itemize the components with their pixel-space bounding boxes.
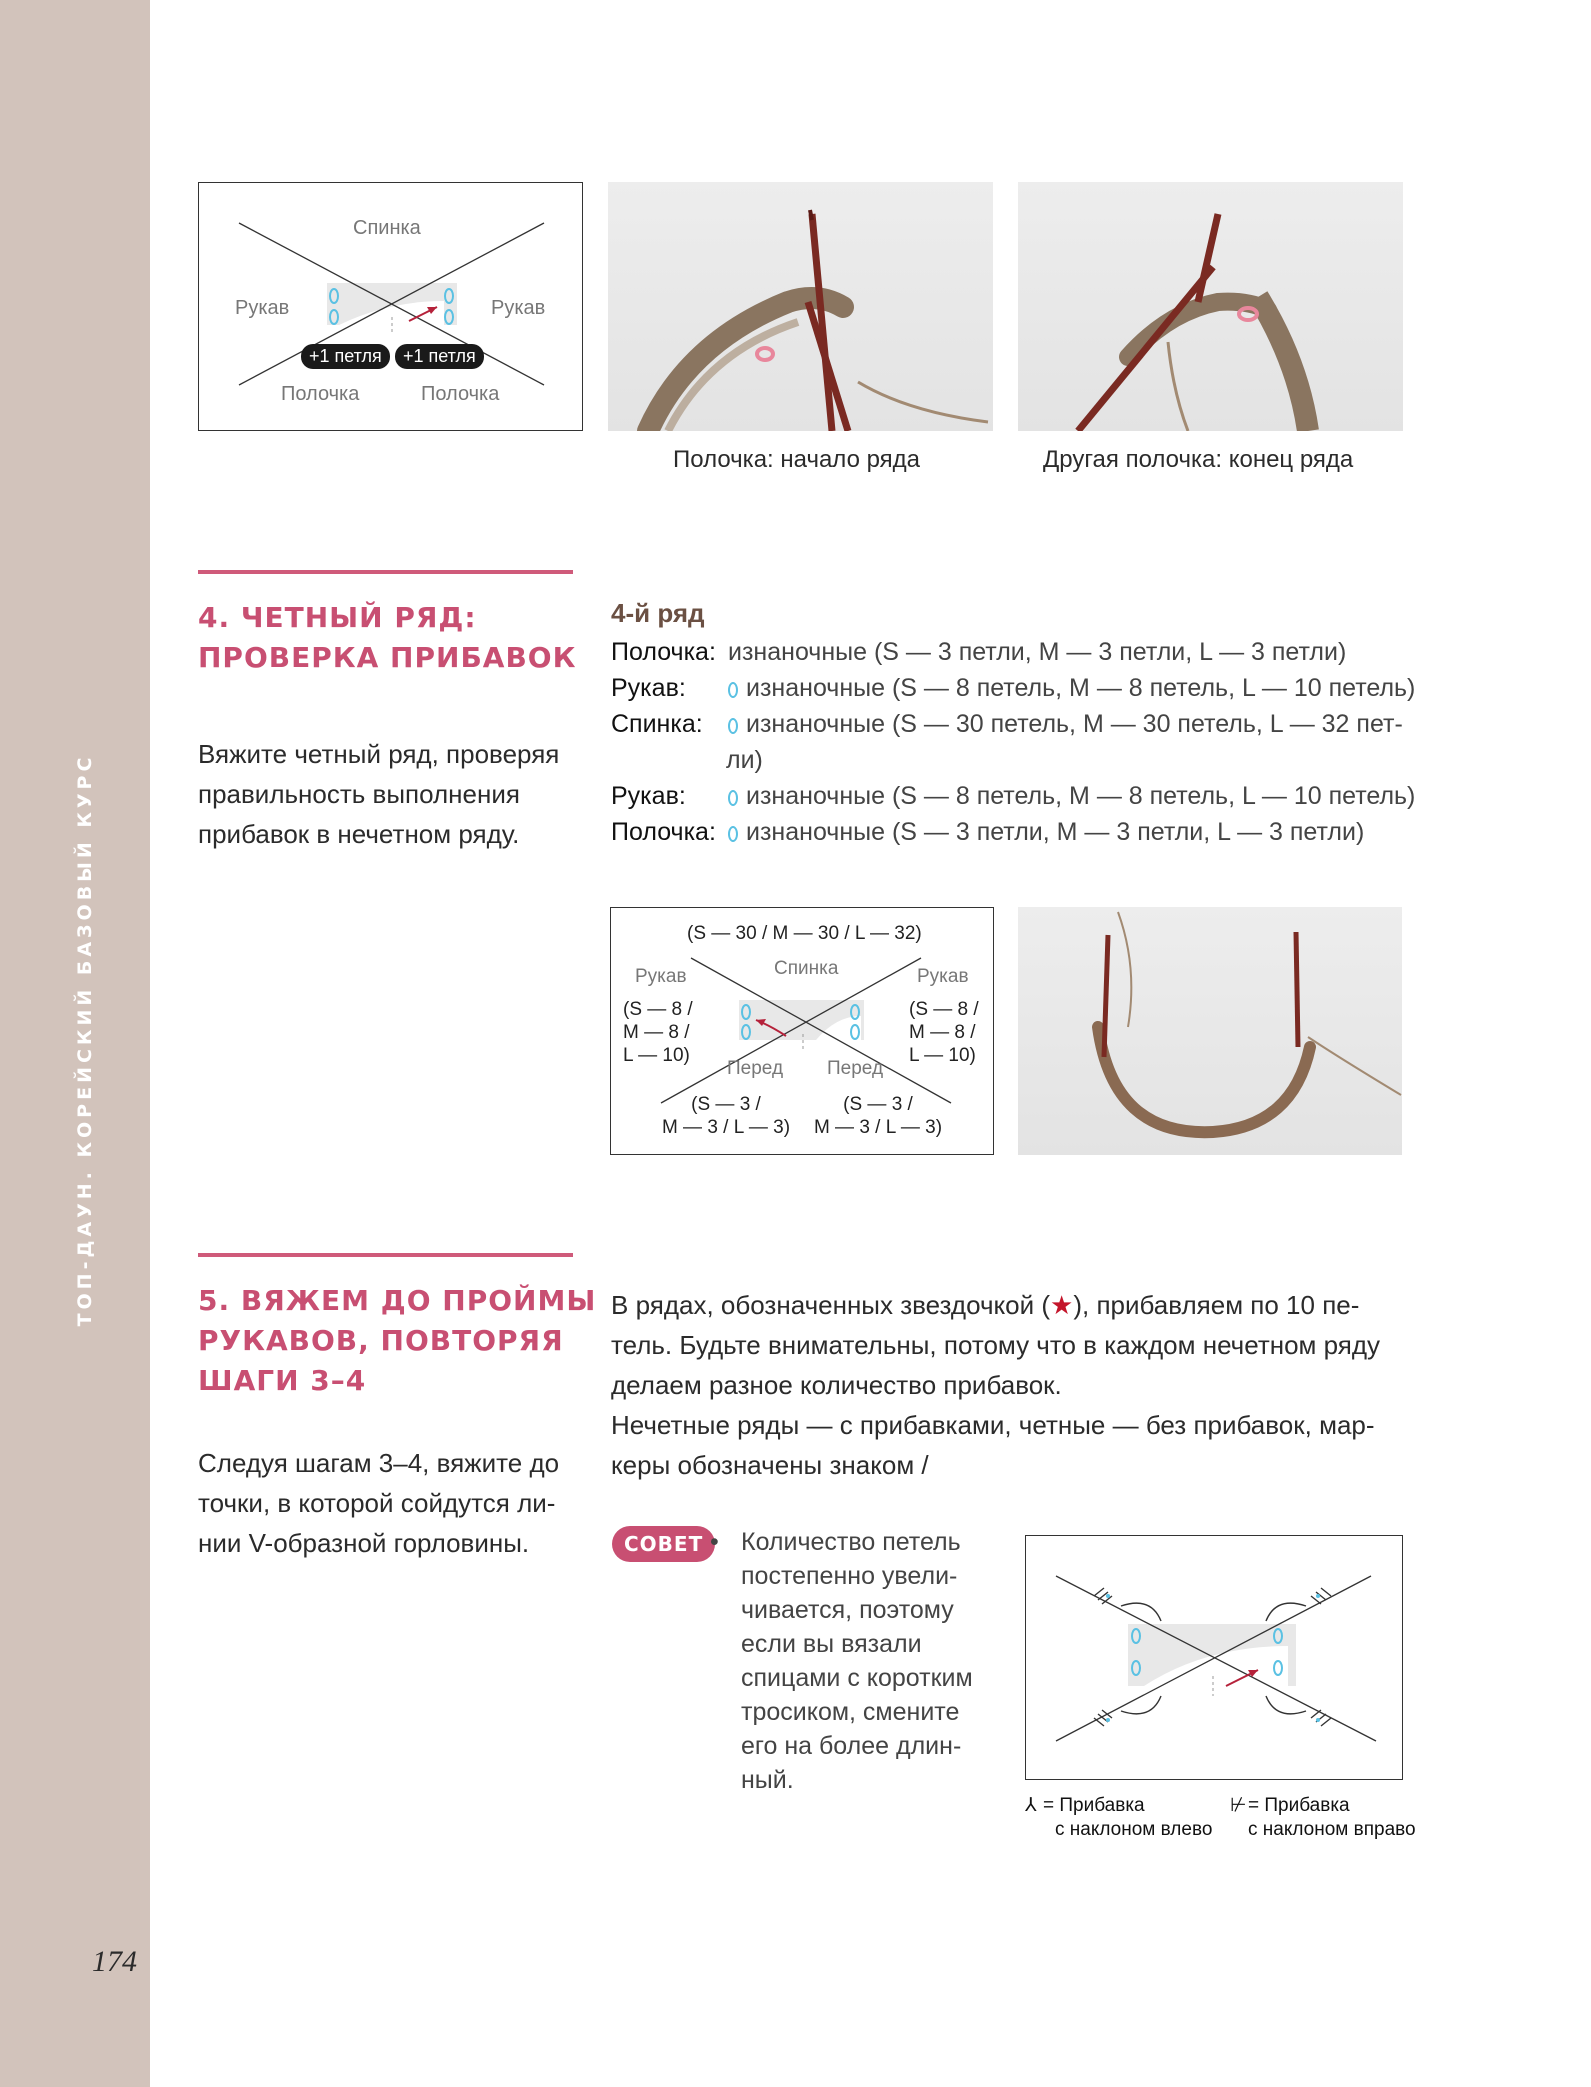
tip-line: спицами с коротким bbox=[741, 1664, 973, 1692]
step4-heading bbox=[198, 598, 576, 678]
step4-heading-line2: ПРОВЕРКА ПРИБАВОК bbox=[198, 641, 577, 674]
diagram-back-counts: (S — 30 / M — 30 / L — 32) bbox=[687, 923, 922, 944]
step5-body-line2: точки, в которой сойдутся ли- bbox=[198, 1488, 556, 1518]
diagram-label-front-left: Полочка bbox=[281, 383, 360, 405]
count-line: (S — 8 / bbox=[909, 999, 979, 1020]
diagram-sleeve-right-counts bbox=[909, 998, 979, 1067]
step5-paragraph bbox=[611, 1285, 1380, 1485]
paragraph-line: делаем разное количество прибавок. bbox=[611, 1370, 1062, 1400]
raglan-diagram-counts bbox=[610, 907, 994, 1155]
marker-icon bbox=[728, 682, 738, 698]
right-slant-increase-icon: ⊬ bbox=[1230, 1795, 1247, 1816]
row-text: изнаночные (S — 3 петли, M — 3 петли, L — 3 петли) bbox=[728, 638, 1347, 666]
step4-heading-line1: 4. ЧЕТНЫЙ РЯД: bbox=[198, 601, 477, 634]
increase-badge-left: +1 петля bbox=[301, 344, 390, 369]
para-text: ), прибавляем по 10 пе- bbox=[1073, 1290, 1360, 1320]
count-line: L — 10) bbox=[909, 1045, 976, 1066]
row-title: 4-й ряд bbox=[611, 598, 705, 628]
step5-body-line3: нии V-образной горловины. bbox=[198, 1528, 530, 1558]
running-title: ТОП-ДАУН. КОРЕЙСКИЙ БАЗОВЫЙ КУРС bbox=[74, 753, 96, 1327]
marker-icon bbox=[728, 826, 738, 842]
row-text: изнаночные (S — 8 петель, M — 8 петель, L — 10 петель) bbox=[746, 782, 1416, 810]
diagram-front-left-counts bbox=[651, 1093, 801, 1139]
tip-line: Количество петель bbox=[741, 1528, 961, 1556]
count-line: (S — 3 / bbox=[691, 1094, 761, 1115]
photo-other-front-end bbox=[1018, 182, 1403, 431]
tip-line: ный. bbox=[741, 1766, 794, 1794]
diagram-sleeve-left-counts bbox=[623, 998, 693, 1067]
diagram-label-front-right: Полочка bbox=[421, 383, 500, 405]
left-slant-increase-icon: ⅄ bbox=[1025, 1795, 1037, 1816]
photo-front-start bbox=[608, 182, 993, 431]
step4-body-line2: правильность выполнения bbox=[198, 779, 520, 809]
row-text: изнаночные (S — 8 петель, M — 8 петель, L — 10 петель) bbox=[746, 674, 1416, 702]
row-label: Полочка: bbox=[611, 818, 716, 846]
step5-heading-line3: ШАГИ 3–4 bbox=[198, 1364, 367, 1397]
legend-text: = Прибавка bbox=[1248, 1795, 1350, 1816]
count-line: M — 8 / bbox=[909, 1022, 976, 1043]
diagram-label-front-left: Перед bbox=[727, 1058, 784, 1079]
step4-body-line3: прибавок в нечетном ряду. bbox=[198, 819, 520, 849]
marker-icon bbox=[728, 718, 738, 734]
tip-line: постепенно увели- bbox=[741, 1562, 958, 1590]
row-label: Полочка: bbox=[611, 638, 716, 666]
legend-text: с наклоном вправо bbox=[1248, 1819, 1416, 1840]
tip-text bbox=[741, 1525, 973, 1797]
step5-heading bbox=[198, 1281, 596, 1401]
tip-line: чивается, поэтому bbox=[741, 1596, 954, 1624]
row-text-continued: ли) bbox=[726, 746, 763, 774]
step5-heading-line1: 5. ВЯЖЕМ ДО ПРОЙМЫ bbox=[198, 1284, 597, 1317]
tip-line: его на более длин- bbox=[741, 1732, 962, 1760]
count-line: (S — 3 / bbox=[843, 1094, 913, 1115]
raglan-diagram-top bbox=[198, 182, 583, 431]
row-label: Рукав: bbox=[611, 674, 686, 702]
diagram-label-sleeve-right: Рукав bbox=[491, 297, 546, 319]
tip-badge: СОВЕТ bbox=[612, 1526, 715, 1562]
tip-line: если вы вязали bbox=[741, 1630, 922, 1658]
legend-right-slant bbox=[1230, 1794, 1416, 1842]
step4-body bbox=[198, 734, 559, 854]
diagram-label-back: Спинка bbox=[774, 958, 839, 979]
section-rule-step5 bbox=[198, 1253, 573, 1257]
photo-circular-knitting bbox=[1018, 907, 1402, 1155]
para-text: В рядах, обозначенных звездочкой ( bbox=[611, 1290, 1051, 1320]
diagram-label-back: Спинка bbox=[353, 217, 421, 239]
paragraph-line: керы обозначены знаком / bbox=[611, 1450, 929, 1480]
row-label: Рукав: bbox=[611, 782, 686, 810]
diagram-label-sleeve-right: Рукав bbox=[917, 966, 969, 987]
step5-body-line1: Следуя шагам 3–4, вяжите до bbox=[198, 1448, 560, 1478]
count-line: L — 10) bbox=[623, 1045, 690, 1066]
marker-icon bbox=[728, 790, 738, 806]
paragraph-line bbox=[611, 1285, 1380, 1325]
legend-text: с наклоном влево bbox=[1055, 1819, 1213, 1840]
tip-bullet: • bbox=[710, 1528, 719, 1556]
count-line: M — 3 / L — 3) bbox=[813, 1117, 943, 1138]
row-text: изнаночные (S — 3 петли, M — 3 петли, L — 3 петли) bbox=[746, 818, 1365, 846]
tip-line: тросиком, смените bbox=[741, 1698, 960, 1726]
step5-heading-line2: РУКАВОВ, ПОВТОРЯЯ bbox=[198, 1324, 564, 1357]
legend-text: = Прибавка bbox=[1043, 1795, 1145, 1816]
diagram-label-front-right: Перед bbox=[827, 1058, 884, 1079]
count-line: M — 3 / L — 3) bbox=[661, 1117, 791, 1138]
section-rule-step4 bbox=[198, 570, 573, 574]
count-line: M — 8 / bbox=[623, 1022, 690, 1043]
paragraph-line: Нечетные ряды — с прибавками, четные — без прибавок, мар- bbox=[611, 1410, 1375, 1440]
step5-body bbox=[198, 1443, 559, 1563]
diagram-label-sleeve-left: Рукав bbox=[235, 297, 290, 319]
diagram-label-sleeve-left: Рукав bbox=[635, 966, 687, 987]
caption-front-start: Полочка: начало ряда bbox=[673, 446, 921, 473]
count-line: (S — 8 / bbox=[623, 999, 693, 1020]
step4-body-line1: Вяжите четный ряд, проверяя bbox=[198, 739, 560, 769]
diagram-front-right-counts bbox=[803, 1093, 953, 1139]
page-number: 174 bbox=[92, 1945, 137, 1978]
row-text: изнаночные (S — 30 петель, M — 30 петель, L — 32 пет- bbox=[746, 710, 1403, 738]
star-icon: ★ bbox=[1050, 1290, 1074, 1320]
caption-other-front-end: Другая полочка: конец ряда bbox=[1043, 446, 1354, 473]
legend-left-slant bbox=[1025, 1794, 1212, 1842]
row-label: Спинка: bbox=[611, 710, 703, 738]
increase-badge-right: +1 петля bbox=[395, 344, 484, 369]
paragraph-line: тель. Будьте внимательны, потому что в каждом нечетном ряду bbox=[611, 1330, 1381, 1360]
raglan-increase-diagram bbox=[1025, 1535, 1403, 1780]
